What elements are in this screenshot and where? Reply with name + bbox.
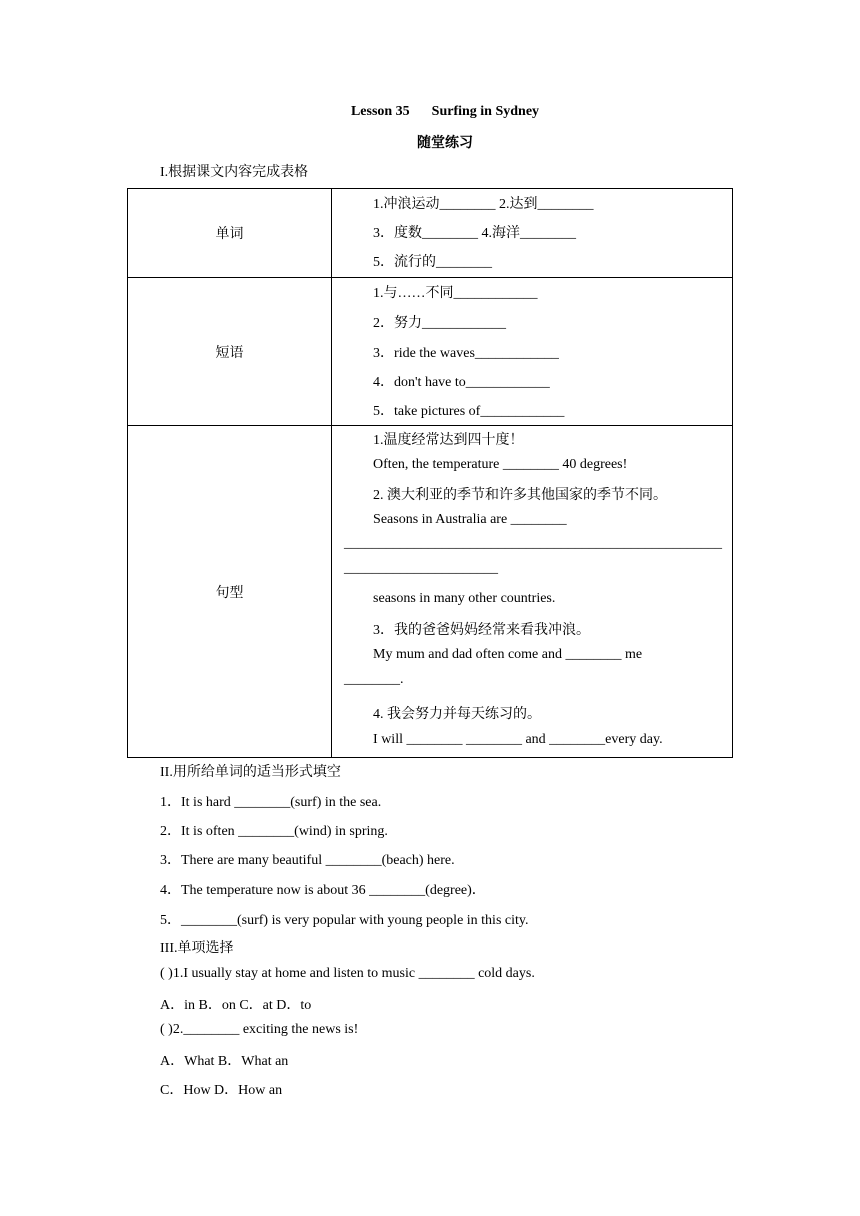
list-item: 4．The temperature now is about 36 ________(degree)． — [160, 883, 486, 898]
list-item: ______________________________________________________ — [344, 536, 723, 551]
list-item: ( )2.________ exciting the news is! — [160, 1022, 359, 1037]
list-item: 1.温度经常达到四十度！ — [373, 433, 524, 448]
section2-heading: II.用所给单词的适当形式填空 — [160, 765, 341, 780]
list-item: 4．don't have to____________ — [373, 375, 550, 390]
row-label-words: 单词 — [128, 189, 332, 278]
row-content-sentences — [332, 426, 733, 758]
list-item: ( )1.I usually stay at home and listen to music ________ cold days. — [160, 966, 535, 981]
list-item: 3．我的爸爸妈妈经常来看我冲浪。 — [373, 623, 591, 638]
list-item: Seasons in Australia are ________ — [373, 512, 567, 527]
row-content-words — [332, 189, 733, 278]
row-content-phrases — [332, 278, 733, 426]
list-item: C．How D．How an — [160, 1083, 283, 1098]
section1-heading: I.根据课文内容完成表格 — [160, 165, 309, 180]
list-item: 2．努力____________ — [373, 316, 507, 331]
list-item: Often, the temperature ________ 40 degrees! — [373, 457, 628, 472]
list-item: 2. 澳大利亚的季节和许多其他国家的季节不同。 — [373, 488, 668, 503]
list-item: A．What B．What an — [160, 1054, 289, 1069]
vocab-table — [127, 188, 733, 758]
list-item: I will ________ ________ and ________every day. — [373, 732, 663, 747]
row-label-sentences: 句型 — [128, 426, 332, 758]
page-subtitle: 随堂练习 — [417, 136, 473, 151]
list-item: 3．There are many beautiful ________(beach) here. — [160, 853, 455, 868]
list-item: 3．度数________ 4.海洋________ — [373, 226, 577, 241]
lesson-number: Lesson 35 — [350, 104, 410, 119]
table-row-words — [128, 189, 733, 278]
list-item: A．in B．on C．at D．to — [160, 998, 312, 1013]
list-item: 5．流行的________ — [373, 255, 493, 270]
lesson-topic: Surfing in Sydney — [431, 104, 540, 119]
lesson-title — [0, 104, 860, 120]
list-item: 5．take pictures of____________ — [373, 404, 565, 419]
list-item: 4. 我会努力并每天练习的。 — [373, 707, 542, 722]
list-item: 3．ride the waves____________ — [373, 346, 559, 361]
list-item: 1.冲浪运动________ 2.达到________ — [373, 197, 594, 212]
list-item: My mum and dad often come and ________ me — [373, 647, 643, 662]
list-item: 1．It is hard ________(surf) in the sea. — [160, 795, 382, 810]
list-item: seasons in many other countries. — [373, 591, 556, 606]
list-item: ______________________ — [344, 561, 499, 576]
list-item: 5．________(surf) is very popular with young people in this city. — [160, 913, 529, 928]
list-item: 2．It is often ________(wind) in spring. — [160, 824, 388, 839]
list-item: ________. — [344, 672, 404, 687]
row-label-phrases: 短语 — [128, 278, 332, 426]
list-item: 1.与……不同____________ — [373, 286, 538, 301]
section3-heading: III.单项选择 — [160, 941, 234, 956]
table-row-sentences — [128, 426, 733, 758]
table-row-phrases — [128, 278, 733, 426]
